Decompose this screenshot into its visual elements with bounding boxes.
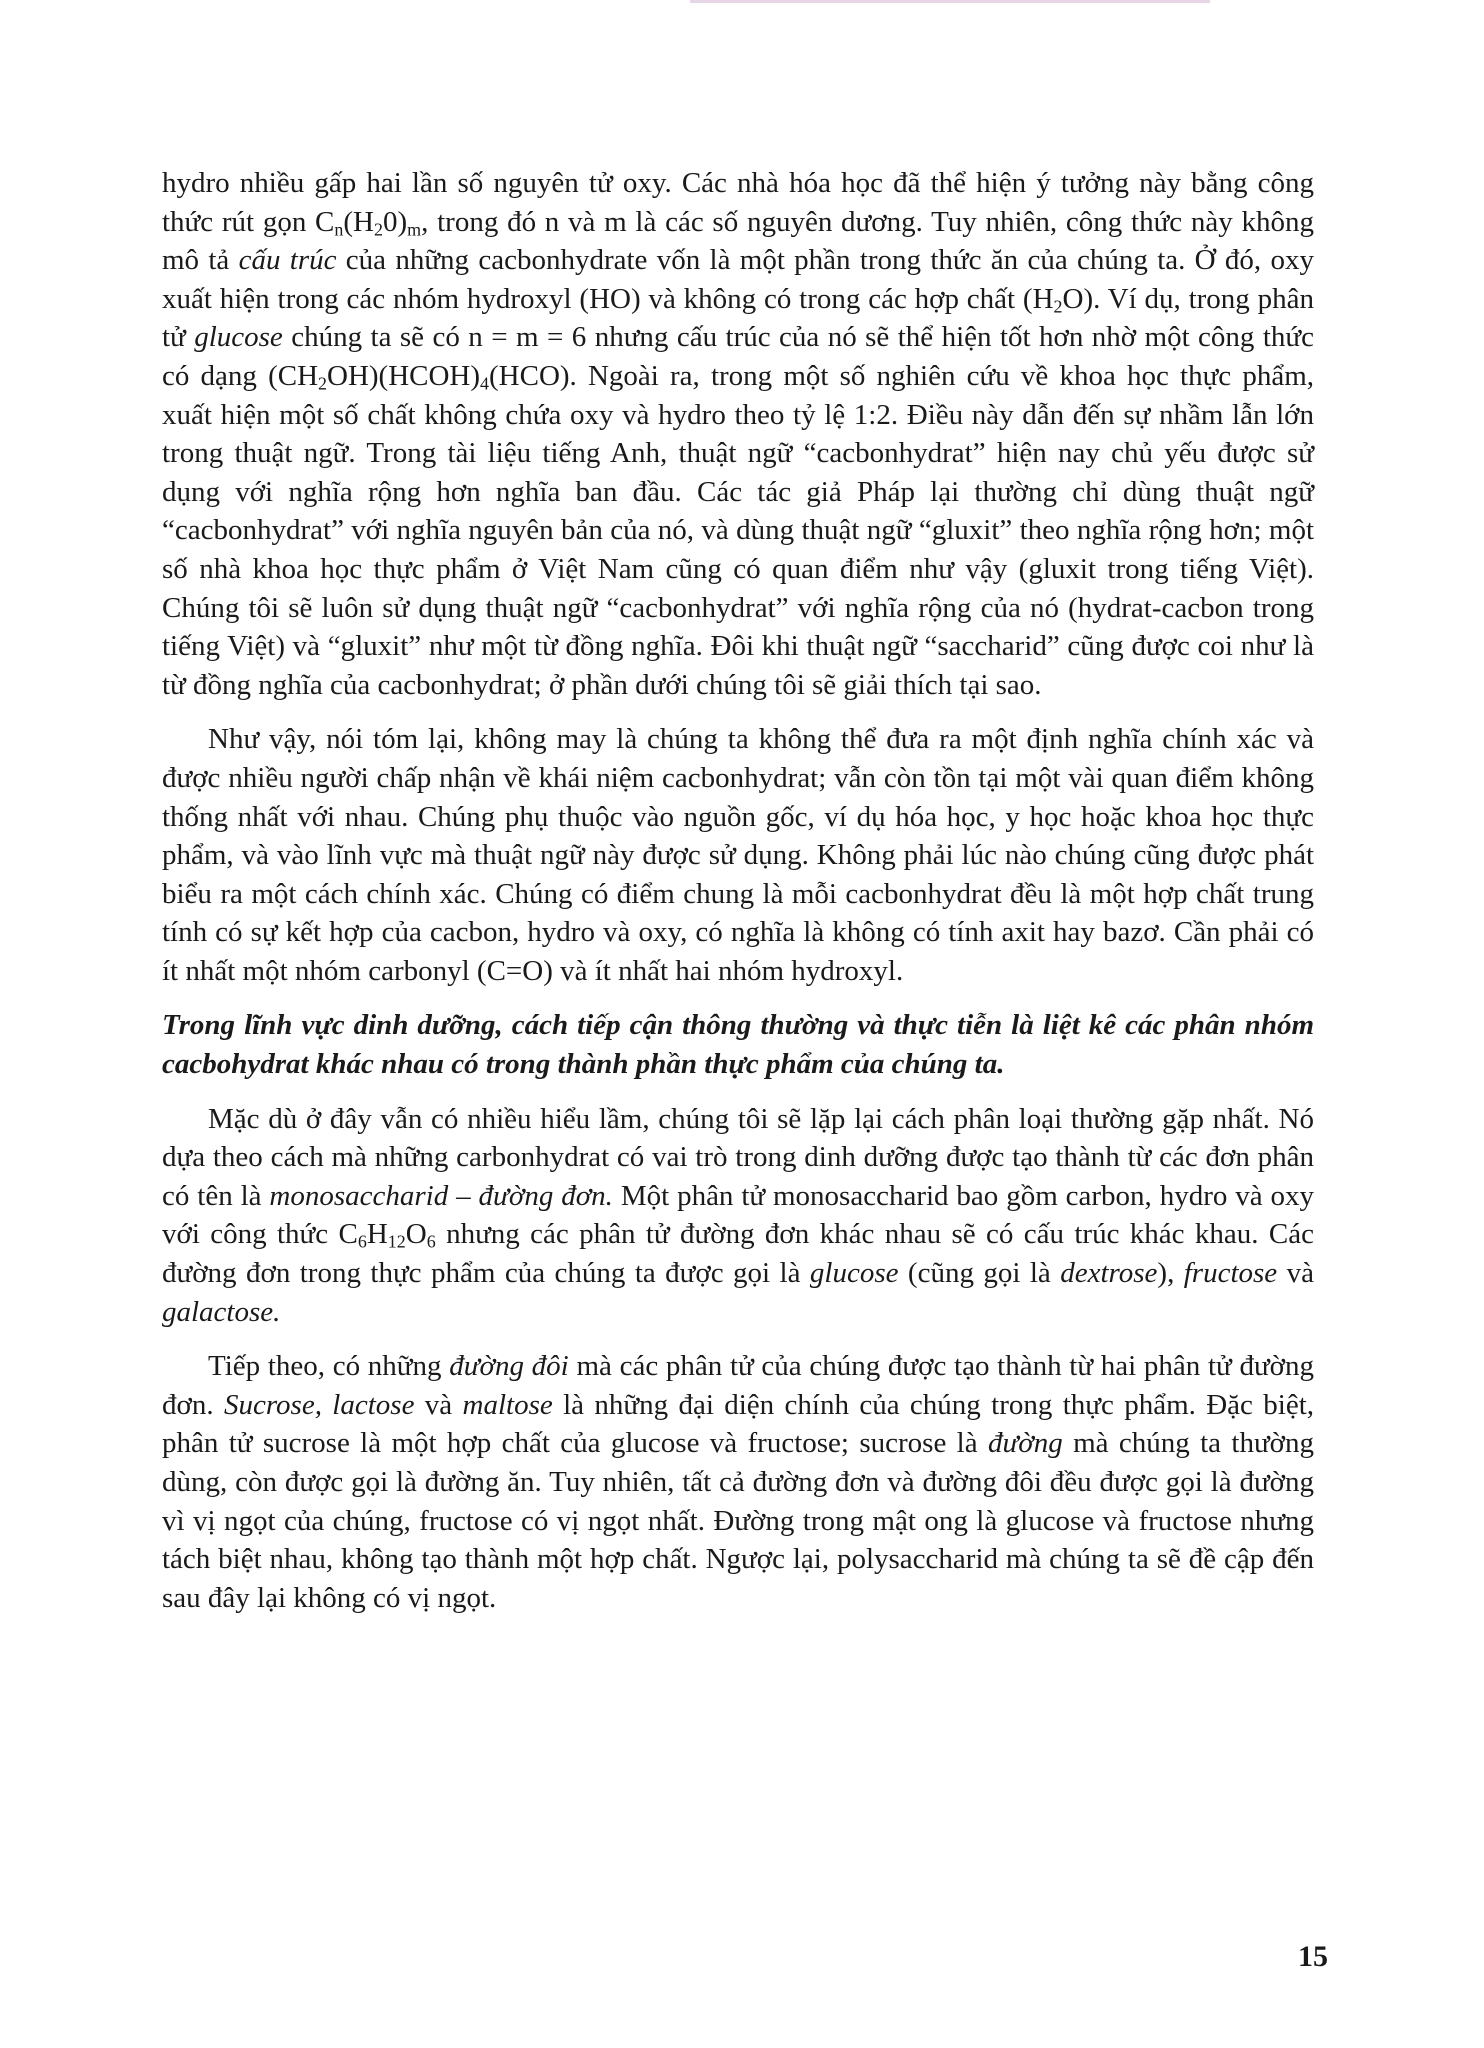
subscript: 4 [480, 373, 490, 394]
italic-term: glucose [809, 1257, 899, 1290]
italic-term: fructose [1183, 1257, 1278, 1290]
subscript: 6 [426, 1231, 436, 1252]
italic-term: dextrose [1060, 1257, 1158, 1290]
subscript: 2 [374, 219, 383, 240]
subscript: 6 [357, 1231, 367, 1252]
italic-term: đường [987, 1427, 1063, 1460]
italic-term: glucose [194, 321, 283, 354]
paragraph-nutrition-approach: Trong lĩnh vực dinh dưỡng, cách tiếp cận thông thường và thực tiễn là liệt kê các phân nhóm cacbohydrat khác nhau có trong thành phần thực phẩm của chúng ta. [162, 1009, 1314, 1081]
body-text [162, 164, 1314, 1617]
italic-term: cấu trúc [238, 244, 337, 277]
italic-term: monosaccharid – đường đơn. [269, 1179, 613, 1212]
paragraph-carbohydrate-formula: hydro nhiều gấp hai lần số nguyên tử oxy. Các nhà hóa học đã thể hiện ý tưởng này bằng công thức rút gọn $C_n(H_20)_m$, trong đó n và m là các số nguyên dương. Tuy nhiên, công thức này không mô tả cấu trúc của những cacbonhydrate vốn là một phần trong thức ăn của chúng ta. Ở đó, oxy xuất hiện trong các nhóm hydroxyl (HO) và không có trong các hợp chất $(H_2O)$. Ví dụ, trong phân tử glucose chúng ta sẽ có n = m = 6 nhưng cấu trúc của nó sẽ thể hiện tốt hơn nhờ một công thức có dạng $(CH_2OH)(HCOH)_4(HCO)$. Ngoài ra, trong một số nghiên cứu về khoa học thực phẩm, xuất hiện một số chất không chứa oxy và hydro theo tỷ lệ 1:2. Điều này dẫn đến sự nhầm lẫn lớn trong thuật ngữ. Trong tài liệu tiếng Anh, thuật ngữ “cacbonhydrat” hiện nay chủ yếu được sử dụng với nghĩa rộng hơn nghĩa ban đầu. Các tác giả Pháp lại thường chỉ dùng thuật ngữ “cacbonhydrat” với nghĩa nguyên bản của nó, và dùng thuật ngữ “gluxit” theo nghĩa rộng hơn; một số nhà khoa học thực phẩm ở Việt Nam cũng có quan điểm như vậy (gluxit trong tiếng Việt). Chúng tôi sẽ luôn sử dụng thuật ngữ “cacbonhydrat” với nghĩa rộng của nó (hydrat-cacbon trong tiếng Việt) và “gluxit” như một từ đồng nghĩa. Đôi khi thuật ngữ “saccharid” cũng được coi như là từ đồng nghĩa của cacbonhydrat; ở phần dưới chúng tôi sẽ giải thích tại sao. [162, 167, 1314, 701]
subscript: n [334, 219, 344, 240]
subscript: m [407, 219, 422, 240]
italic-term: maltose [462, 1388, 553, 1421]
subscript: 12 [387, 1231, 406, 1252]
subscript: 2 [318, 373, 327, 394]
page-number: 15 [1298, 1940, 1328, 1973]
subscript: 2 [1053, 296, 1063, 317]
paragraph-definition-summary: Như vậy, nói tóm lại, không may là chúng ta không thể đưa ra một định nghĩa chính xác và được nhiều người chấp nhận về khái niệm cacbonhydrat; vẫn còn tồn tại một vài quan điểm không thống nhất với nhau. Chúng phụ thuộc vào nguồn gốc, ví dụ hóa học, y học hoặc khoa học thực phẩm, và vào lĩnh vực mà thuật ngữ này được sử dụng. Không phải lúc nào chúng cũng được phát biểu ra một cách chính xác. Chúng có điểm chung là mỗi cacbonhydrat đều là một hợp chất trung tính có sự kết hợp của cacbon, hydro và oxy, có nghĩa là không có tính axit hay bazơ. Cần phải có ít nhất một nhóm carbonyl (C=O) và ít nhất hai nhóm hydroxyl. [162, 723, 1314, 987]
top-edge-rule [690, 0, 1210, 3]
italic-term: galactose. [162, 1295, 281, 1328]
paragraph-disaccharides: Tiếp theo, có những đường đôi mà các phân tử của chúng được tạo thành từ hai phân tử đường đơn. Sucrose, lactose và maltose là những đại diện chính của chúng trong thực phẩm. Đặc biệt, phân tử sucrose là một hợp chất của glucose và fructose; sucrose là đường mà chúng ta thường dùng, còn được gọi là đường ăn. Tuy nhiên, tất cả đường đơn và đường đôi đều được gọi là đường vì vị ngọt của chúng, fructose có vị ngọt nhất. Đường trong mật ong là glucose và fructose nhưng tách biệt nhau, không tạo thành một hợp chất. Ngược lại, polysaccharid mà chúng ta sẽ đề cập đến sau đây lại không có vị ngọt. [162, 1350, 1315, 1614]
paragraph-monosaccharides: Mặc dù ở đây vẫn có nhiều hiểu lầm, chúng tôi sẽ lặp lại cách phân loại thường gặp nhất. Nó dựa theo cách mà những carbonhydrat có vai trò trong dinh dưỡng được tạo thành từ các đơn phân có tên là monosaccharid – đường đơn. Một phân tử monosaccharid bao gồm carbon, hydro và oxy với công thức $C_6H_{12}O_6$ nhưng các phân tử đường đơn khác nhau sẽ có cấu trúc khác khau. Các đường đơn trong thực phẩm của chúng ta được gọi là glucose (cũng gọi là dextrose), fructose và galactose. [162, 1102, 1315, 1328]
italic-term: Sucrose, lactose [223, 1388, 415, 1421]
italic-term: đường đôi [449, 1350, 569, 1383]
